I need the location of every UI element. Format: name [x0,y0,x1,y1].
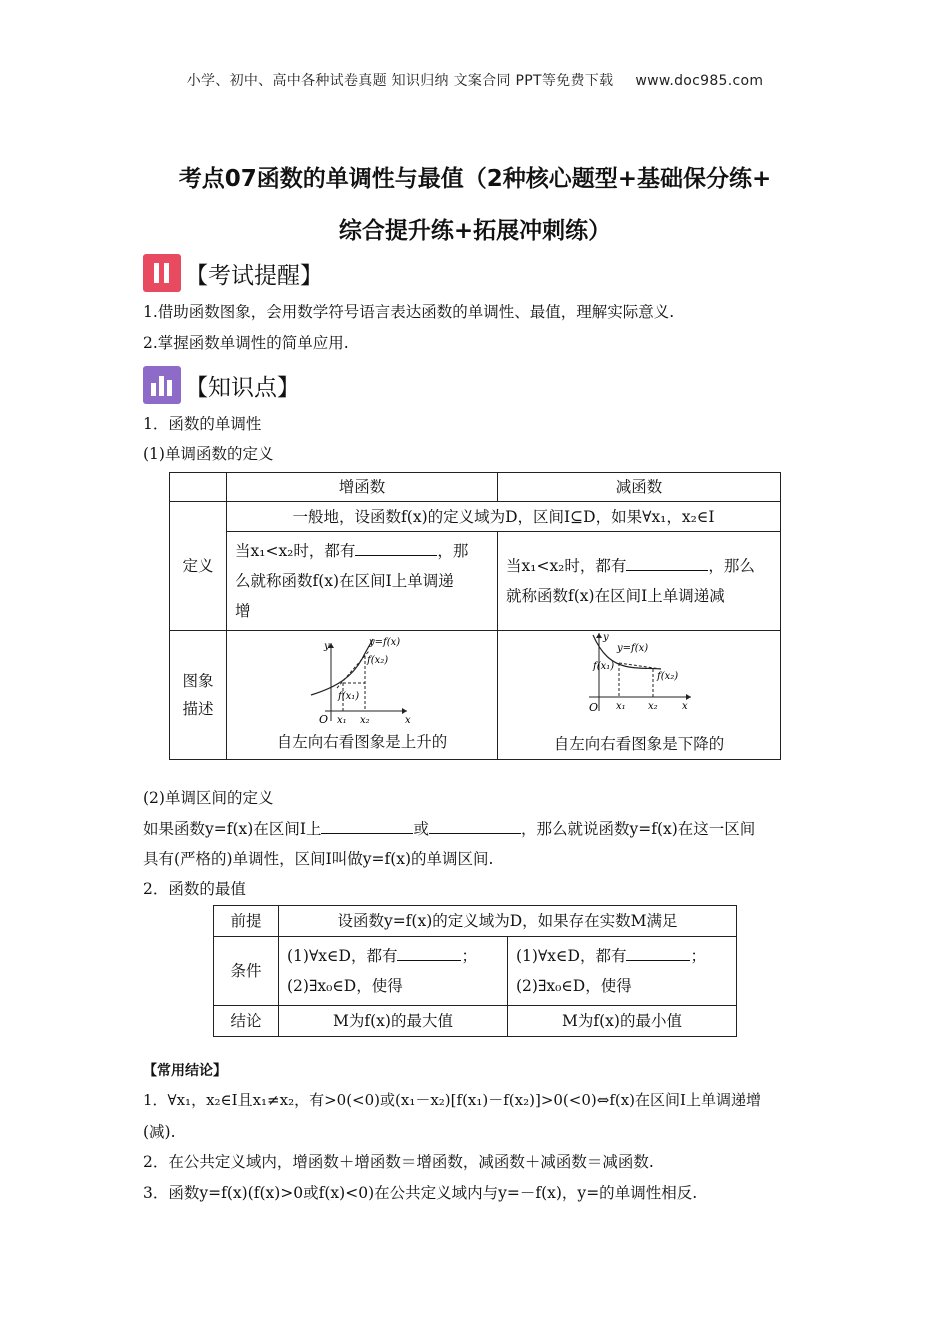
conclusion-1-line2: (减). [143,1123,176,1141]
g-fx2: f(x₂) [367,655,389,666]
exam-point-2: 2.掌握函数单调性的简单应用. [143,334,349,352]
page-header [0,70,950,90]
graph-decreasing-cell [498,631,781,760]
premise-text: 设函数y=f(x)的定义域为D，如果存在实数M满足 [279,906,737,937]
pause-icon [143,254,181,292]
d-y: y [603,632,609,643]
g-x2: x₂ [360,715,370,726]
g-y: y [324,641,330,652]
g-x: x [405,715,411,726]
conclusion-3: 3．函数y=f(x)(f(x)>0或f(x)<0)在公共定义域内与y=－f(x)，y=的单调性相反. [143,1184,698,1202]
row-definition: 定义 [170,502,227,631]
caption-increasing: 自左向右看图象是上升的 [276,733,448,751]
d-o: O [589,701,599,714]
head-decreasing: 减函数 [498,473,781,502]
monotonic-table [169,472,781,760]
page-title-line2: 综合提升练+拓展冲刺练） [338,218,612,244]
blank-inc [355,541,437,556]
g-fn: y=f(x) [369,637,401,648]
premise-label: 前提 [214,906,279,937]
d-fn: y=f(x) [617,643,649,654]
concl-max: M为f(x)的最大值 [279,1006,508,1037]
interval-line1: 如果函数y=f(x)在区间I上 或 ，那么就说函数y=f(x)在这一区间 [143,820,756,838]
g-o: O [319,713,329,726]
bar-chart-icon [143,366,181,404]
blank-interval-1 [321,819,413,834]
cond-max: (1)∀x∈D，都有 ； (2)∃x₀∈D，使得 [279,937,508,1006]
d-x: x [682,701,688,712]
g-x1: x₁ [337,715,347,726]
cond-label: 条件 [214,937,279,1006]
increasing-graph [307,637,417,729]
blank-min [626,946,690,961]
interval-line2: 具有(严格的)单调性，区间I叫做y=f(x)的单调区间. [143,850,494,868]
k1-heading: 1．函数的单调性 [143,415,262,433]
row-image: 图象 描述 [170,631,227,760]
concl-label: 结论 [214,1006,279,1037]
d-fx1: f(x₁) [593,661,615,672]
header-text: 小学、初中、高中各种试卷真题 知识归纳 文案合同 PPT等免费下载 [186,73,614,89]
section-knowledge-label: 【知识点】 [185,374,300,401]
blank-max [397,946,461,961]
def-decreasing: 当x₁<x₂时，都有 ，那么 就称函数f(x)在区间I上单调递减 [498,532,781,631]
def-increasing: 当x₁<x₂时，都有 ，那 么就称函数f(x)在区间I上单调递 增 [227,532,498,631]
g-fx1: f(x₁) [338,691,360,702]
section-exam-label: 【考试提醒】 [185,262,323,289]
d-x2: x₂ [648,701,658,712]
blank-interval-2 [429,819,521,834]
k1-sub2: (2)单调区间的定义 [143,789,274,807]
concl-min: M为f(x)的最小值 [508,1006,737,1037]
graph-increasing-cell [227,631,498,760]
common-title: 【常用结论】 [143,1063,227,1079]
def-common: 一般地，设函数f(x)的定义域为D，区间I⊆D，如果∀x₁，x₂∈I [227,502,781,532]
conclusion-2: 2．在公共定义域内，增函数＋增函数＝增函数，减函数＋减函数＝减函数. [143,1153,654,1171]
d-x1: x₁ [616,701,626,712]
header-site[interactable]: www.doc985.com [635,73,764,89]
decreasing-graph [579,631,699,723]
caption-decreasing: 自左向右看图象是下降的 [553,735,725,753]
cond-min: (1)∀x∈D，都有 ； (2)∃x₀∈D，使得 [508,937,737,1006]
exam-point-1: 1.借助函数图象，会用数学符号语言表达函数的单调性、最值，理解实际意义. [143,303,675,321]
k2-heading: 2．函数的最值 [143,880,246,898]
k1-sub1: (1)单调函数的定义 [143,445,274,463]
conclusion-1-line1: 1．∀x₁，x₂∈I且x₁≠x₂，有>0(<0)或(x₁－x₂)[f(x₁)－f(x₂)]>0(<0)⇔f(x)在区间I上单调递增 [143,1091,761,1109]
page-title-line1: 考点07函数的单调性与最值（2种核心题型+基础保分练+ [178,166,772,192]
d-fx2: f(x₂) [657,671,679,682]
section-exam [143,254,323,292]
extrema-table [213,905,737,1037]
section-knowledge [143,366,300,404]
blank-dec [626,556,708,571]
head-increasing: 增函数 [227,473,498,502]
